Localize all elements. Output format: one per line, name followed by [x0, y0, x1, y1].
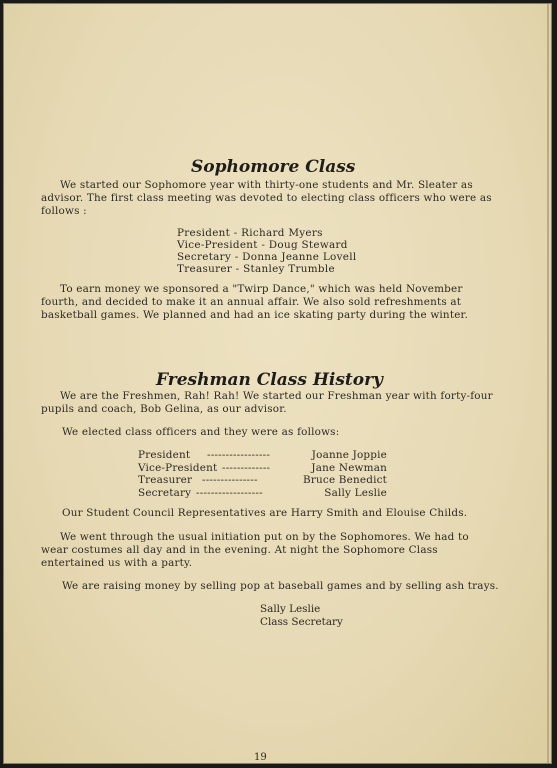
sophomore-heading: Sophomore Class	[191, 157, 356, 177]
sophomore-officer-list	[177, 227, 356, 275]
sophomore-officer-treasurer: Treasurer - Stanley Trumble	[177, 263, 335, 275]
sophomore-intro-paragraph: We started our Sophomore year with thirty-one students and Mr. Sleater as advisor. The first class meeting was devoted to electing class officers who were as follows :	[41, 179, 492, 217]
freshman-officer-row	[138, 487, 387, 500]
freshman-officer-row	[138, 462, 387, 475]
officer-role: Treasurer	[138, 474, 193, 486]
officer-name: Joanne Joppie	[311, 449, 387, 461]
officer-leader: -----------------	[207, 449, 271, 461]
freshman-heading: Freshman Class History	[156, 370, 383, 390]
officer-name: Bruce Benedict	[303, 474, 387, 486]
freshman-intro-paragraph: We are the Freshmen, Rah! Rah! We started our Freshman year with forty-four pupils and coach, Bob Gelina, as our advisor.	[41, 390, 493, 415]
officer-leader: ------------------	[196, 486, 263, 499]
officer-leader: -------------	[222, 461, 271, 474]
sophomore-officer-secretary: Secretary - Donna Jeanne Lovell	[177, 251, 357, 263]
officer-name: Jane Newman	[311, 461, 387, 474]
officer-role: President	[138, 449, 191, 461]
freshman-officer-row	[138, 449, 387, 462]
officer-role: Vice-President	[138, 461, 218, 474]
freshman-initiation-paragraph: We went through the usual initiation put on by the Sophomores. We had to wear costumes all day and in the evening. At night the Sophomore Class entertained us with a party.	[41, 531, 469, 569]
signature-name: Sally Leslie	[260, 603, 321, 615]
freshman-officer-row	[138, 474, 387, 487]
freshman-council-line: Our Student Council Representatives are Harry Smith and Elouise Childs.	[62, 507, 468, 519]
page-number: 19	[254, 752, 267, 763]
officer-name: Sally Leslie	[324, 486, 387, 499]
sophomore-officer-president: President - Richard Myers	[177, 227, 323, 239]
freshman-officer-list	[138, 449, 387, 499]
sophomore-activities-paragraph: To earn money we sponsored a "Twirp Dance," which was held November fourth, and decided to make it an annual affair. We also sold refreshments at basketball games. We planned and had an ice skating party during the winter.	[41, 283, 469, 321]
page-edge	[547, 4, 549, 763]
sophomore-officer-vice-president: Vice-President - Doug Steward	[177, 239, 348, 251]
freshman-elected-line: We elected class officers and they were as follows:	[62, 426, 340, 438]
signature-block	[260, 603, 343, 628]
officer-role: Secretary	[138, 486, 192, 499]
yearbook-page	[3, 3, 552, 764]
signature-title: Class Secretary	[260, 615, 343, 628]
officer-leader: ---------------	[202, 474, 258, 486]
freshman-fundraising-line: We are raising money by selling pop at baseball games and by selling ash trays.	[62, 580, 499, 592]
